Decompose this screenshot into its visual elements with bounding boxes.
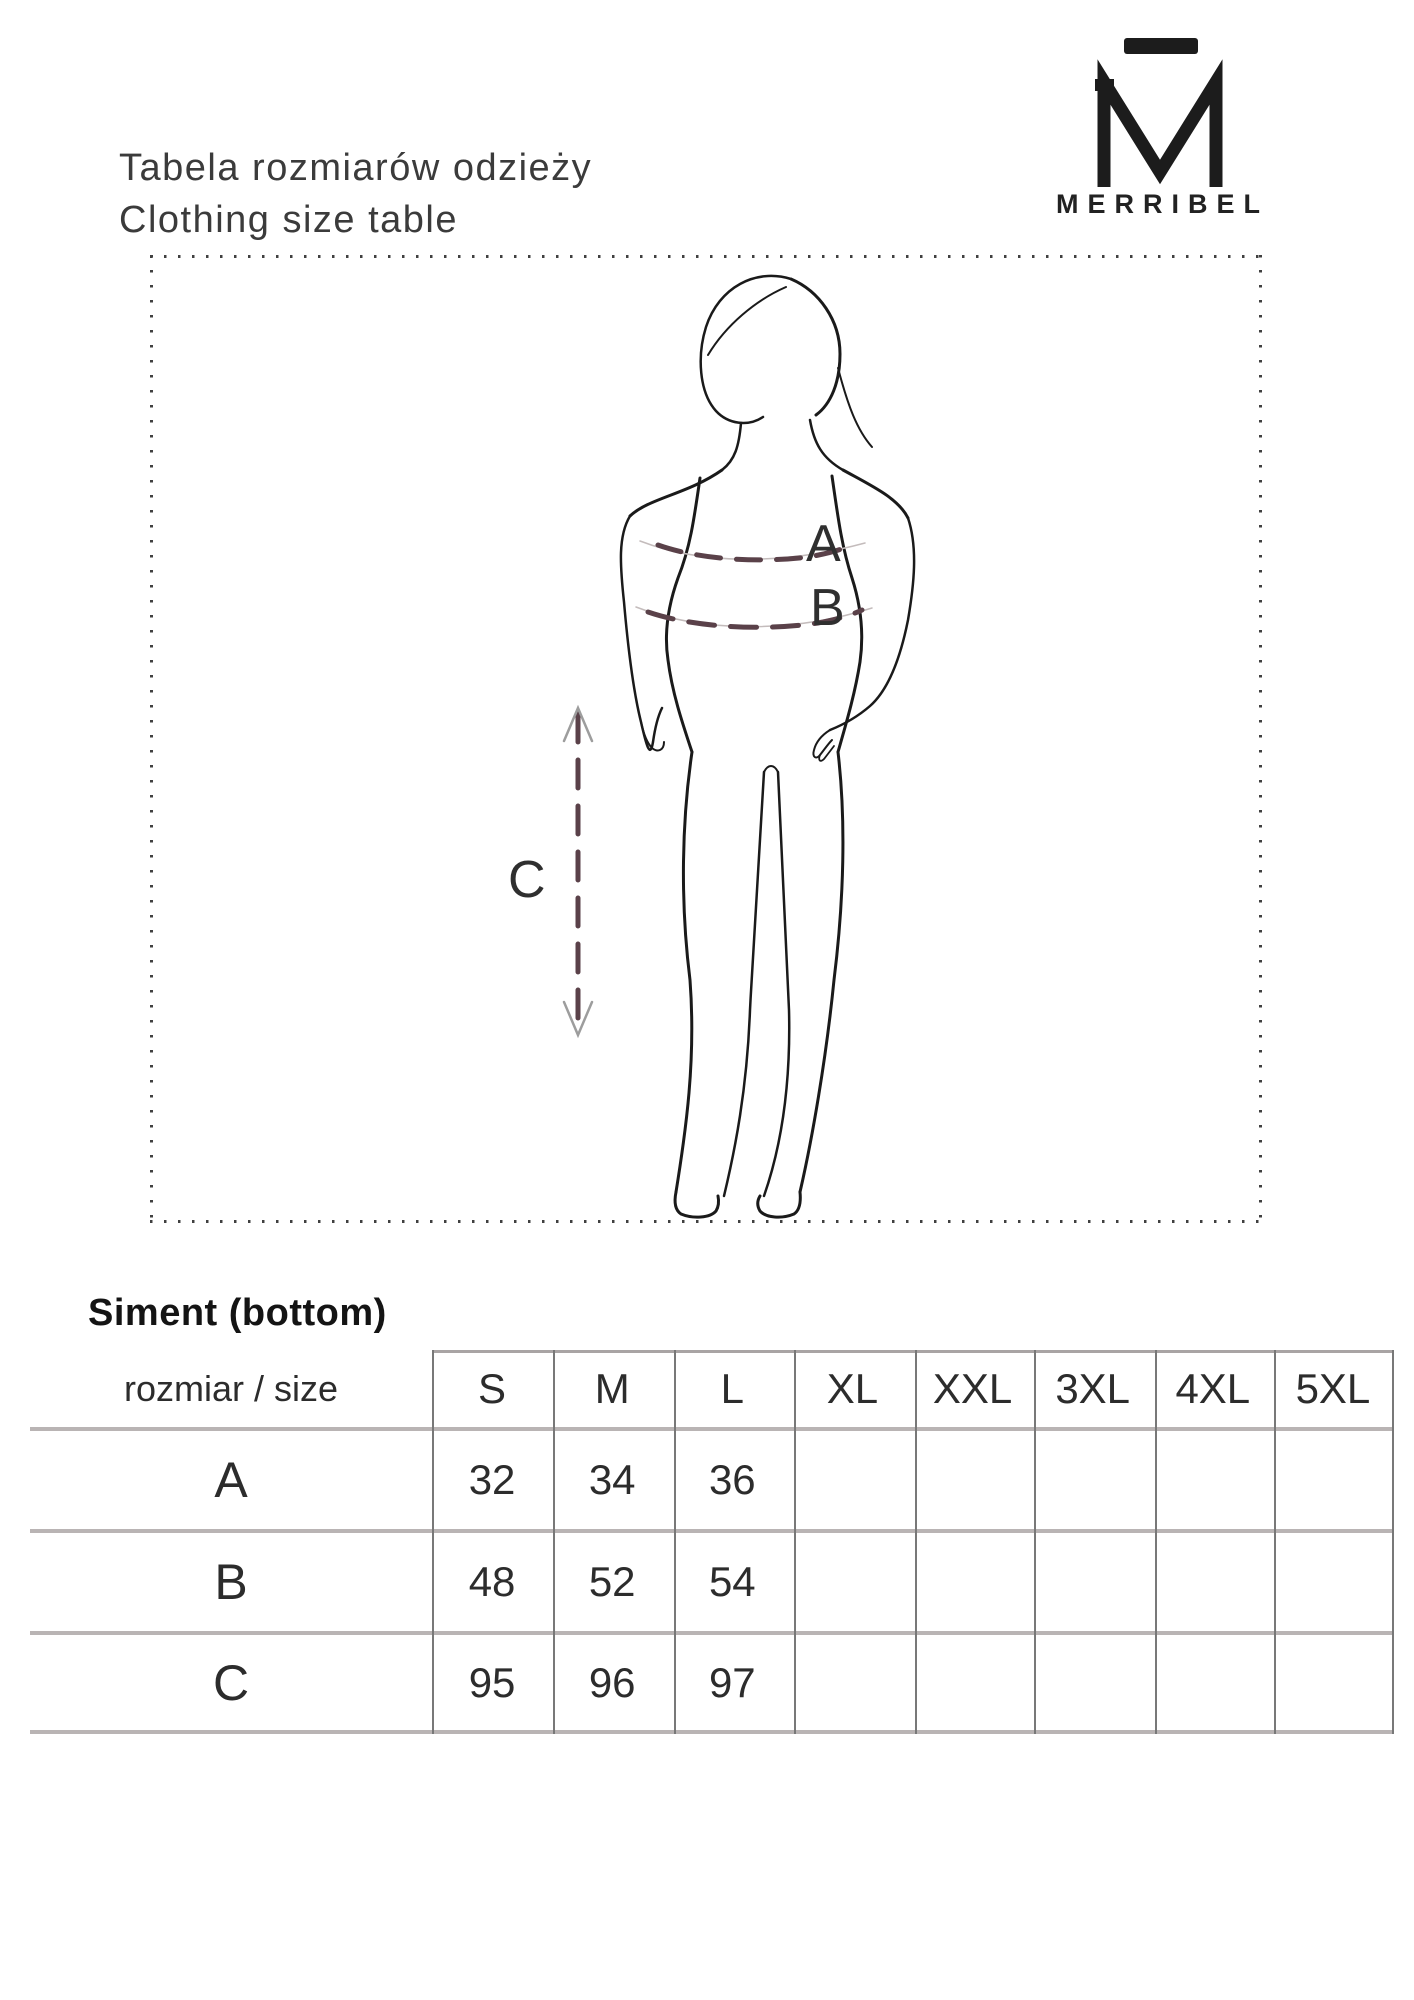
size-value-cell: 34 [588,1456,636,1503]
table-row-label: B [214,1554,248,1610]
table-row-header-cell: rozmiar / size [123,1368,339,1409]
size-value-cell: 97 [708,1658,756,1706]
size-value-cell: 95 [468,1658,516,1706]
table-bottom-border [30,1730,1394,1734]
measure-label-a: A [806,515,841,573]
size-col-header: L [720,1365,744,1412]
size-col-header: XXL [932,1365,1013,1412]
size-col-header: S [478,1365,507,1412]
size-value-cell: 32 [468,1456,516,1503]
table-row-label: C [212,1654,250,1711]
table-row [432,1431,1393,1529]
size-col-header: 4XL [1175,1365,1251,1412]
size-col-header: 3XL [1055,1365,1131,1412]
size-value-cell: 96 [588,1658,636,1706]
measure-label-c: C [508,851,546,909]
page-title-line-en: Clothing size table [119,199,459,241]
table-row-label: A [214,1452,248,1508]
size-col-header: XL [826,1365,879,1412]
product-name: Siment (bottom) [88,1292,387,1334]
table-row [432,1533,1393,1631]
page-title-line-pl: Tabela rozmiarów odzieży [119,147,593,189]
size-col-header: M [594,1365,630,1412]
size-value-cell: 54 [708,1558,756,1605]
brand-name: MERRIBEL [1056,189,1269,219]
table-header-row [432,1350,1393,1428]
size-value-cell: 48 [468,1558,516,1605]
table-row [432,1635,1393,1730]
size-value-cell: 52 [588,1558,636,1605]
size-col-header: 5XL [1295,1365,1371,1412]
measure-label-b: B [810,579,845,637]
size-value-cell: 36 [708,1456,756,1503]
